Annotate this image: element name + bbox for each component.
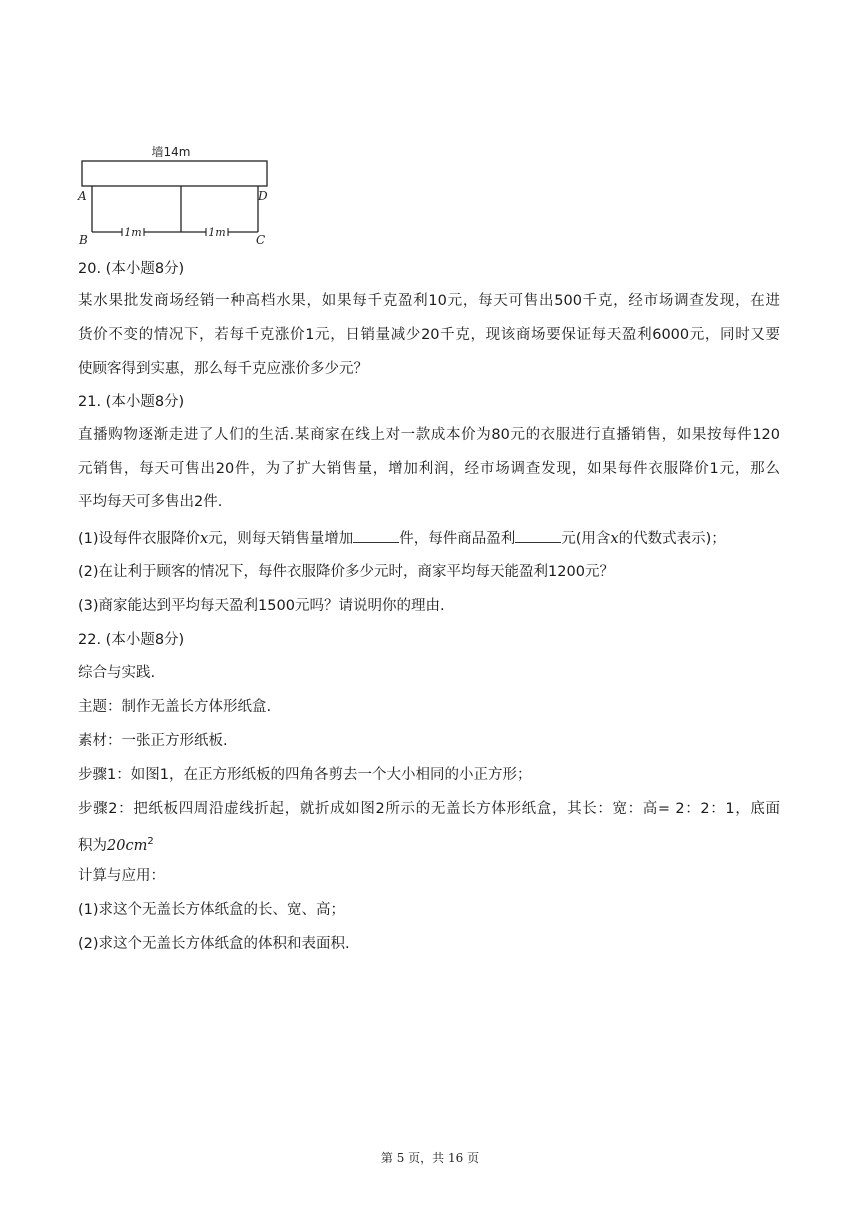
q21-part1 [78, 528, 780, 549]
point-c-label: C [256, 233, 266, 247]
q21-blank-1[interactable] [353, 528, 399, 543]
point-b-label: B [79, 233, 88, 247]
q22-line5: 步骤2：把纸板四周沿虚线折起，就折成如图2所示的无盖长方体形纸盒，其长：宽：高= 2：2：1，底面 [78, 801, 780, 817]
q22-line4: 步骤1：如图1，在正方形纸板的四角各剪去一个大小相同的小正方形； [78, 767, 532, 783]
q22-line3: 素材：一张正方形纸板. [78, 733, 228, 749]
q22-header: 22. (本小题8分) [78, 632, 185, 648]
q22-line6-prefix: 积为 [78, 837, 107, 854]
q21-part1-var2: x [610, 531, 619, 547]
page-footer: 第 5 页，共 16 页 [380, 1151, 480, 1165]
q21-line2: 元销售，每天可售出20件，为了扩大销售量，增加利润，经市场调查发现，如果每件衣服降价1元，那么 [78, 461, 780, 477]
q22-line7: 计算与应用： [78, 868, 165, 884]
q20-line2: 货价不变的情况下，若每千克涨价1元，日销量减少20千克，现该商场要保证每天盈利6000元，同时又要 [78, 327, 780, 343]
q22-line2: 主题：制作无盖长方体形纸盒. [78, 699, 272, 715]
q21-part1-e: 的代数式表示)； [618, 531, 726, 547]
fence-diagram-svg [74, 138, 284, 250]
q21-line1: 直播购物逐渐走进了人们的生活.某商家在线上对一款成本价为80元的衣服进行直播销售，如果按每件120 [78, 427, 780, 443]
q21-line3: 平均每天可多售出2件. [78, 494, 223, 510]
point-d-label: D [258, 189, 268, 203]
gate-right-label: 1m [208, 226, 226, 239]
q20-header: 20. (本小题8分) [78, 261, 185, 277]
q20-line1: 某水果批发商场经销一种高档水果，如果每千克盈利10元，每天可售出500千克，经市场调查发现，在进 [78, 293, 780, 309]
wall-label: 墙14m [151, 145, 191, 159]
point-a-label: A [78, 189, 87, 203]
q21-part1-a: (1)设每件衣服降价 [78, 531, 201, 547]
q21-part1-var: x [200, 531, 209, 547]
gate-left-label: 1m [124, 226, 142, 239]
q21-blank-2[interactable] [515, 528, 561, 543]
q21-part1-d: 元(用含 [561, 531, 611, 547]
q22-line6 [78, 832, 780, 856]
q22-part2: (2)求这个无盖长方体纸盒的体积和表面积. [78, 936, 350, 952]
q21-part3: (3)商家能达到平均每天盈利1500元吗？请说明你的理由. [78, 598, 445, 614]
q22-part1: (1)求这个无盖长方体纸盒的长、宽、高； [78, 902, 346, 918]
wall-rect [82, 161, 267, 186]
q21-part2: (2)在让利于顾客的情况下，每件衣服降价多少元时，商家平均每天能盈利1200元？ [78, 564, 614, 580]
q21-header: 21. (本小题8分) [78, 394, 185, 410]
q20-line3: 使顾客得到实惠，那么每千克应涨价多少元？ [78, 361, 368, 377]
q22-area-value: 20cm [107, 837, 148, 854]
q21-part1-b: 元，则每天销售量增加 [208, 531, 354, 547]
q22-line1: 综合与实践. [78, 665, 156, 681]
fence-diagram [74, 138, 284, 250]
q21-part1-c: 件，每件商品盈利 [399, 531, 516, 547]
q22-area-exponent: 2 [147, 836, 154, 847]
